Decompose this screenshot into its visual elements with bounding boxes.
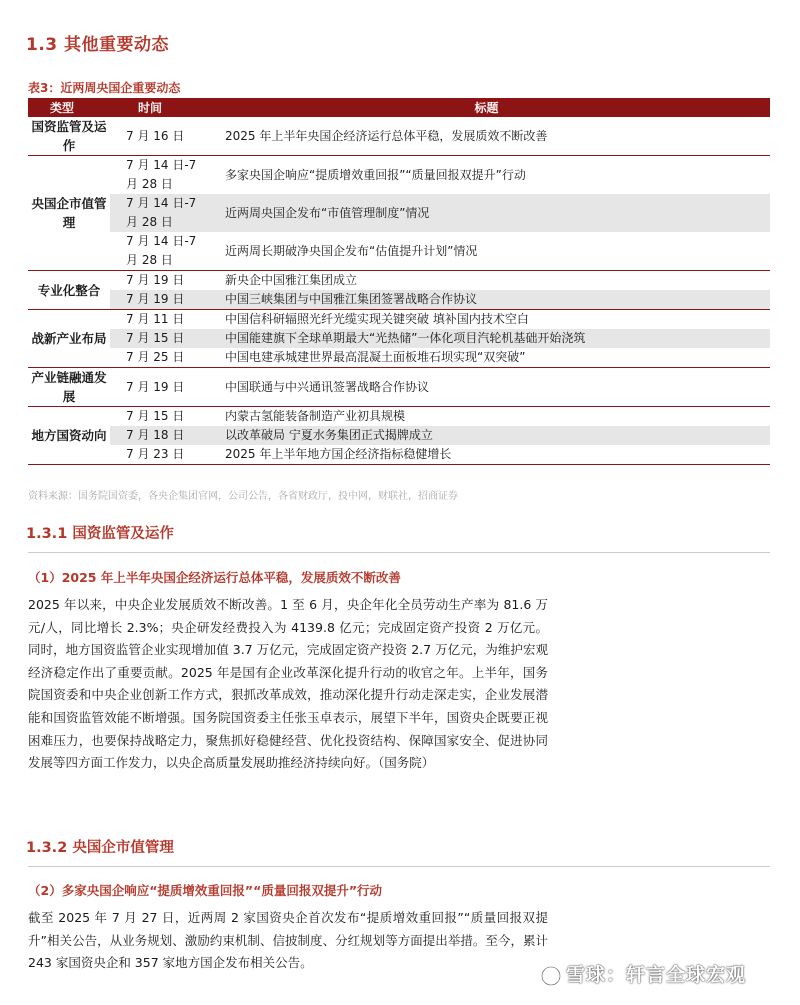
category-cell: 央国企市值管理: [28, 156, 110, 271]
sub2-heading: 1.3.2 央国企市值管理: [26, 840, 174, 856]
table-row: [28, 117, 770, 156]
title-cell: 中国能建旗下全球单期最大“光热储”一体化项目汽轮机基础开始浇筑: [203, 329, 770, 348]
time-cell: 7 月 14 日-7 月 28 日: [110, 232, 203, 271]
header-type: 类型: [28, 98, 110, 117]
table-header-row: [28, 98, 770, 117]
time-cell: 7 月 19 日: [110, 368, 203, 407]
sub1-heading: 1.3.1 国资监管及运作: [26, 526, 174, 542]
time-cell: 7 月 11 日: [126, 312, 185, 326]
time-cell: 7 月 14 日-7 月 28 日: [126, 158, 197, 191]
title-cell: 内蒙古氢能装备制造产业初具规模: [225, 409, 406, 423]
title-cell: 中国电建承城建世界最高混凝土面板堆石坝实现“双突破”: [203, 348, 770, 368]
title-cell: 近两周央国企发布“市值管理制度”情况: [203, 194, 770, 232]
table-row: [28, 310, 770, 330]
watermark-text: 雪球：轩言全球宏观: [566, 964, 747, 986]
title-cell: 中国信科研辐照光纤光缆实现关键突破 填补国内技术空白: [225, 312, 529, 326]
table-row: [28, 407, 770, 427]
section-title: 1.3 其他重要动态: [26, 35, 170, 55]
category-cell: 国资监管及运作: [28, 117, 110, 156]
title-cell: 中国三峡集团与中国雅江集团签署战略合作协议: [203, 290, 770, 310]
divider: [28, 552, 770, 553]
category-cell: 产业链融通发展: [28, 368, 110, 407]
title-cell: 中国联通与中兴通讯签署战略合作协议: [203, 368, 770, 407]
time-cell: 7 月 16 日: [110, 117, 203, 156]
time-cell: 7 月 19 日: [126, 273, 185, 287]
table-row: [28, 290, 770, 310]
table-caption: 表3：近两周央国企重要动态: [28, 81, 181, 95]
title-cell: 多家央国企响应“提质增效重回报”“质量回报双提升”行动: [225, 167, 526, 182]
category-cell: 专业化整合: [28, 271, 110, 310]
sub1-item-title: （1）2025 年上半年央国企经济运行总体平稳，发展质效不断改善: [28, 570, 401, 585]
time-cell: 7 月 18 日: [110, 426, 203, 445]
table-row: [28, 271, 770, 291]
time-cell: 7 月 19 日: [110, 290, 203, 310]
table-row: [28, 348, 770, 368]
header-time: 时间: [110, 98, 203, 117]
table-row: [28, 194, 770, 232]
table-row: [28, 156, 770, 195]
table-row: [28, 329, 770, 348]
time-cell: 7 月 14 日-7 月 28 日: [110, 194, 203, 232]
category-cell: 地方国资动向: [28, 407, 110, 465]
title-cell: 近两周长期破净央国企发布“估值提升计划”情况: [203, 232, 770, 271]
title-cell: 2025 年上半年央国企经济运行总体平稳，发展质效不断改善: [203, 117, 770, 156]
watermark: [540, 960, 746, 987]
time-cell: 7 月 25 日: [110, 348, 203, 368]
sub1-paragraph: 2025 年以来，中央企业发展质效不断改善。1 至 6 月，央企年化全员劳动生产率为 81.6 万元/人，同比增长 2.3%；央企研发经费投入为 4139.8 亿元；完成固定资产投资 2 万亿元。同时，地方国资监管企业实现增加值 3.7 万亿元，完成固定资产投资 2.7 万亿元，为维护宏观经济稳定作出了重要贡献。2025 年是国有企业改革深化提升行动的收官之年。上半年，国务院国资委和中央企业创新工作方式，狠抓改革成效，推动深化提升行动走深走实，企业发展潜能和国资监管效能不断增强。国务院国资委主任张玉卓表示，展望下半年，国资央企既要正视困难压力，也要保持战略定力，聚焦抓好稳健经营、优化投资结构、保障国家安全、促进协同发展等四方面工作发力，以央企高质量发展助推经济持续向好。（国务院）: [28, 597, 548, 771]
category-cell: 战新产业布局: [28, 310, 110, 368]
sub2-paragraph: 截至 2025 年 7 月 27 日，近两周 2 家国资央企首次发布“提质增效重回报”“质量回报双提升”相关公告，从业务规划、激励约束机制、信披制度、分红规划等方面提出举措。至今，累计 243 家国资央企和 357 家地方国企发布相关公告。: [28, 910, 548, 971]
header-title: 标题: [203, 98, 770, 117]
time-cell: 7 月 15 日: [126, 409, 185, 423]
divider: [28, 866, 770, 867]
table-row: [28, 445, 770, 465]
title-cell: 2025 年上半年地方国企经济指标稳健增长: [203, 445, 770, 465]
snowball-logo-icon: [540, 965, 562, 987]
table-row: [28, 426, 770, 445]
time-cell: 7 月 23 日: [110, 445, 203, 465]
table-source: 资料来源：国务院国资委，各央企集团官网，公司公告，各省财政厅，投中网，财联社，招商证券: [28, 491, 458, 502]
time-cell: 7 月 15 日: [110, 329, 203, 348]
news-table: [28, 98, 770, 465]
table-row: [28, 232, 770, 271]
title-cell: 新央企中国雅江集团成立: [225, 273, 358, 287]
table-body: [28, 117, 770, 465]
table-row: [28, 368, 770, 407]
title-cell: 以改革破局 宁夏水务集团正式揭牌成立: [203, 426, 770, 445]
sub2-item-title: （2）多家央国企响应“提质增效重回报”“质量回报双提升”行动: [28, 883, 383, 898]
